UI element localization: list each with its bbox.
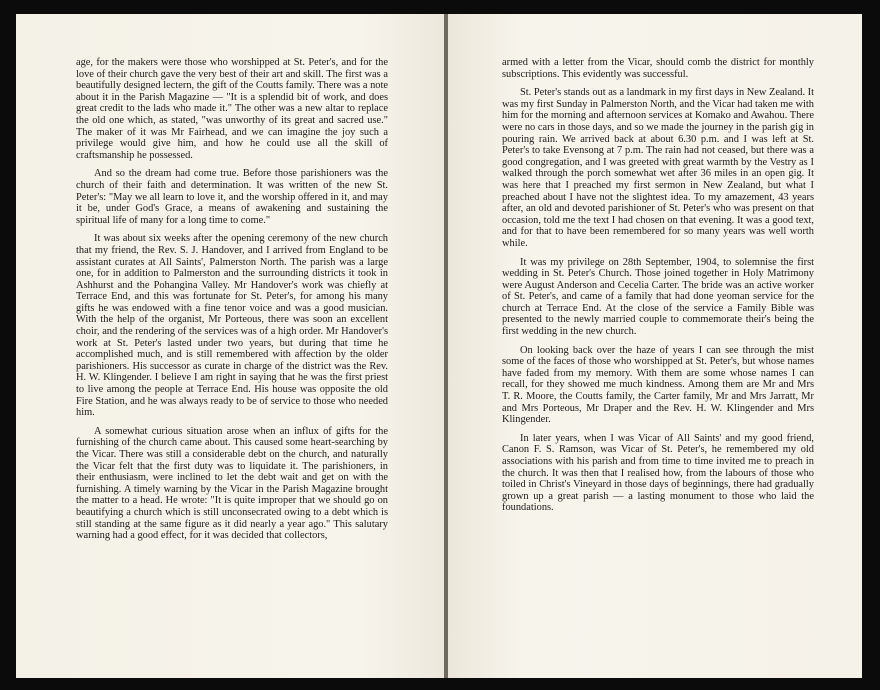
right-paragraph-1: armed with a letter from the Vicar, should comb the district for monthly subscriptions. This evidently was successful. [502, 57, 814, 80]
left-paragraph-3: It was about six weeks after the opening ceremony of the new church that my friend, the Rev. S. J. Handover, and I arrived from England to be assistant curates at All Saints', Palmerston North. The parish was a large one, for in addition to Palmerston and the surrounding districts it took in Ashhurst and the Pohangina Valley. Mr Handover's work was chiefly at Terrace End, and this was fortunate for St. Peter's, for among his many gifts he was endowed with a fine tenor voice and was a good musician. With the help of the organist, Mr Porteous, there was soon an excellent choir, and the rendering of the services was of a high order. Mr Handover's work at St. Peter's lasted under two years, but during that time he accomplished much, and is still remembered with affection by the older parishioners. His successor as curate in charge of the district was the Rev. H. W. Klingender. I believe I am right in saying that he was the first priest to live among the people at Terrace End. His house was opposite the old Fire Station, and he was always ready to be of service to those who needed him. [76, 233, 388, 419]
left-page [16, 14, 444, 678]
right-paragraph-5: In later years, when I was Vicar of All Saints' and my good friend, Canon F. S. Ramson, was Vicar of St. Peter's, he remembered my old associations with his parish and from time to time invited me to preach in the church. It was then that I realised how, from the labours of those who toiled in Christ's Vineyard in those days of beginnings, there had gradually grown up a great parish — a lasting monument to those who laid the foundations. [502, 432, 814, 514]
left-paragraph-2: And so the dream had come true. Before those parishioners was the church of their faith and determination. It was written of the new St. Peter's: "May we all learn to love it, and the worship offered in it, and may it be, under God's Grace, a means of awakening and sustaining the spiritual life of many for a long time to come." [76, 168, 388, 226]
right-text-column [502, 57, 814, 521]
right-paragraph-2: St. Peter's stands out as a landmark in my first days in New Zealand. It was my first Sunday in Palmerston North, and the Vicar had taken me with him for the morning and afternoon services at Komako and Awahou. There were no cars in those days, and so we made the journey in the parish gig in pouring rain. We arrived back at about 6.30 p.m. and I was left at St. Peter's to take Evensong at 7 p.m. The rain had not ceased, but there was a good congregation, and I was greeted with great warmth by the Vestry as I walked through the porch somewhat wet after 36 miles in an open gig. It was here that I preached my first sermon in New Zealand, but what I preached about I have not the slightest idea. To my amazement, 43 years after, an old and devoted parishioner of St. Peter's who was present on that occasion, told me the text I had chosen on that evening. It was a good text, and for that to have been remembered for so many years was well worth while. [502, 87, 814, 249]
book-spread [16, 14, 862, 678]
left-text-column [76, 57, 388, 549]
left-paragraph-1: age, for the makers were those who worshipped at St. Peter's, and for the love of their church gave the very best of their art and skill. The first was a beautifully designed lectern, the gift of the Coutts family. There was a note about it in the Parish Magazine — "It is a splendid bit of work, and does great credit to the lads who made it." The other was a new altar to replace the old one which, as stated, "was unworthy of its great and sacred use." The maker of it was Mr Fairhead, and we can imagine the joy such a privilege would give him, and how he could use all the skill of craftsmanship he possessed. [76, 57, 388, 161]
right-paragraph-4: On looking back over the haze of years I can see through the mist some of the faces of those who worshipped at St. Peter's, but whose names have faded from my memory. With them are some whose names I can recall, for they showed me much kindness. Among them are Mr and Mrs T. R. Moore, the Coutts family, the Carter family, Mr and Mrs Jarratt, Mr and Mrs Porteous, Mr Draper and the Rev. H. W. Klingender and Mrs Klingender. [502, 344, 814, 426]
right-page [448, 14, 862, 678]
right-paragraph-3: It was my privilege on 28th September, 1904, to solemnise the first wedding in St. Peter's Church. Those joined together in Holy Matrimony were August Anderson and Cecelia Carter. The bride was an active worker of St. Peter's, and came of a family that had done yeoman service for the church at Terrace End. At the close of the service a Family Bible was presented to the newly married couple to commemorate their's being the first wedding in the new church. [502, 256, 814, 338]
left-paragraph-4: A somewhat curious situation arose when an influx of gifts for the furnishing of the church came about. This caused some heart-searching by the Vicar. There was still a considerable debt on the church, and naturally the Vicar felt that the first duty was to liquidate it. The parishioners, in their enthusiasm, were inclined to let the debt wait and get on with the furnishing. A timely warning by the Vicar in the Parish Magazine brought the matter to a head. He wrote: "It is quite improper that we should go on beautifying a church which is still unconsecrated owing to a debt which is still standing at the same figure as it did nearly a year ago." This salutary warning had a good effect, for it was decided that collectors, [76, 425, 388, 542]
